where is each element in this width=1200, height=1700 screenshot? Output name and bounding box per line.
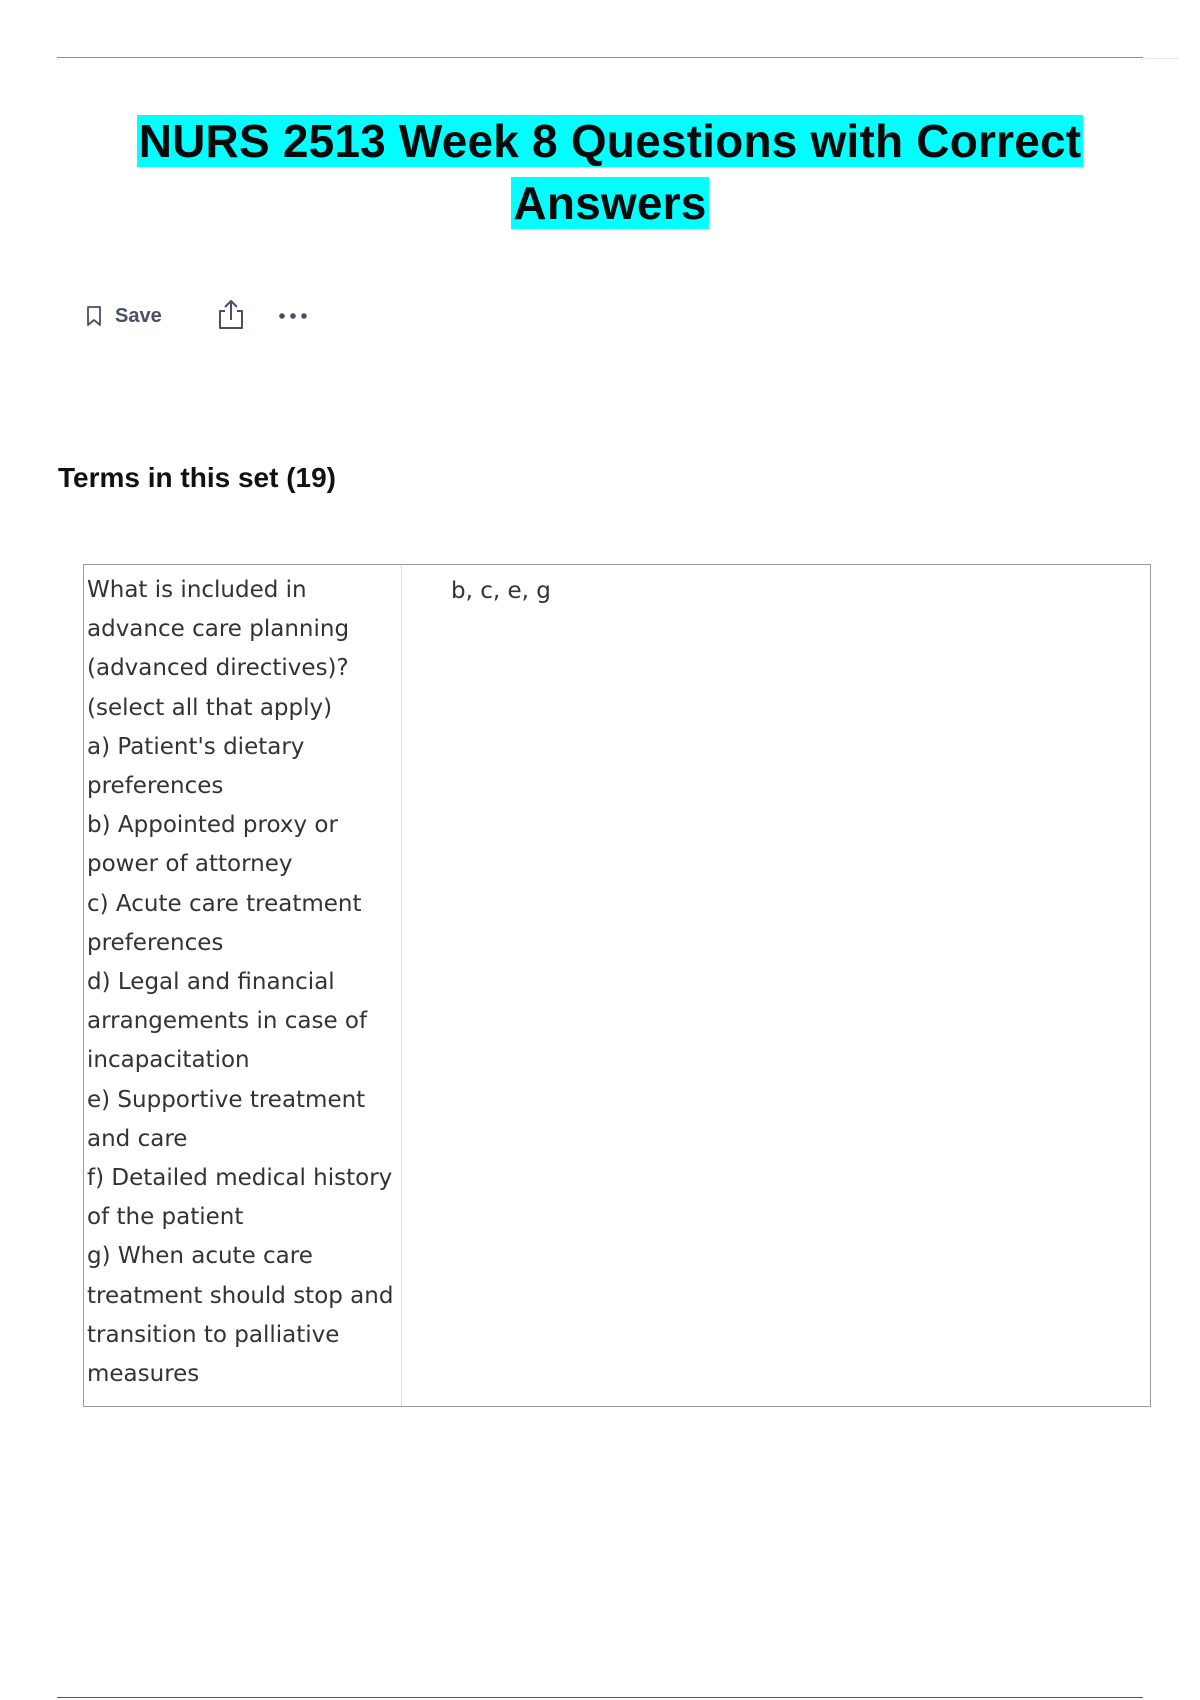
top-divider — [57, 57, 1143, 58]
term-line: g) When acute care — [87, 1243, 313, 1270]
term-line: arrangements in case of — [87, 1008, 368, 1035]
term-line: What is included in — [87, 577, 307, 603]
term-line: power of attorney — [87, 851, 293, 878]
definition-cell — [402, 565, 1150, 1406]
more-icon — [278, 307, 308, 325]
share-button[interactable] — [216, 298, 246, 335]
term-line: of the patient — [87, 1204, 244, 1231]
term-line: d) Legal and financial — [87, 969, 335, 996]
terms-heading: Terms in this set (19) — [58, 462, 337, 493]
term-cell — [84, 565, 402, 1406]
title-line-1: NURS 2513 Week 8 Questions with Correct — [138, 115, 1082, 167]
term-line: preferences — [87, 773, 224, 800]
term-line: e) Supportive treatment — [87, 1086, 366, 1113]
term-line: measures — [87, 1361, 200, 1388]
term-line: f) Detailed medical history — [87, 1165, 393, 1192]
document-title — [60, 110, 1160, 234]
term-line: preferences — [87, 929, 224, 956]
term-line: c) Acute care treatment — [87, 890, 362, 917]
share-icon — [216, 298, 246, 335]
toolbar — [86, 298, 308, 334]
terms-table — [83, 564, 1151, 1407]
term-line: transition to palliative — [87, 1321, 340, 1348]
term-line: b) Appointed proxy or — [87, 812, 338, 839]
save-label: Save — [115, 304, 162, 327]
top-divider-tail — [1146, 58, 1178, 59]
term-line: (select all that apply) — [87, 694, 333, 721]
term-line: (advanced directives)? — [87, 655, 349, 682]
bookmark-icon — [86, 305, 102, 327]
definition-text: b, c, e, g — [451, 578, 551, 604]
term-line: incapacitation — [87, 1047, 250, 1074]
term-line: and care — [87, 1125, 188, 1152]
term-line: advance care planning — [87, 616, 350, 643]
save-button[interactable] — [86, 305, 162, 328]
title-line-2: Answers — [513, 177, 707, 229]
term-line: a) Patient's dietary — [87, 733, 305, 760]
term-line: treatment should stop and — [87, 1282, 394, 1309]
more-options-button[interactable] — [278, 307, 308, 325]
bottom-divider — [57, 1697, 1143, 1698]
